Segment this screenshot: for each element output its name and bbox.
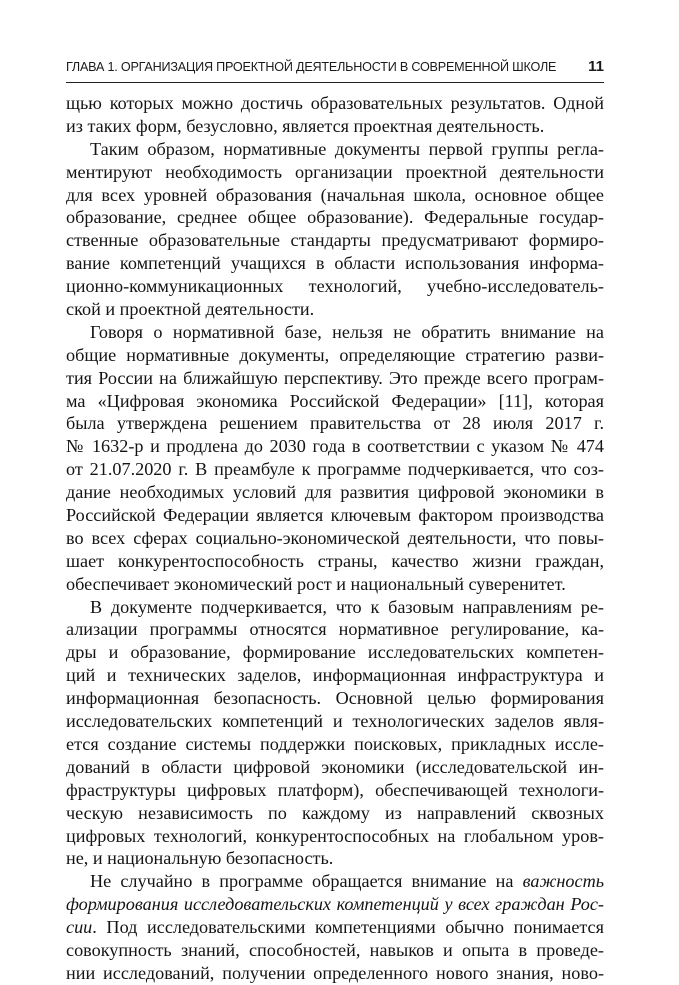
text-run: Не случайно в программе обращается внимание на (90, 871, 523, 892)
text-line: ма «Цифровая экономика Российской Федерации» [11], которая (66, 390, 604, 411)
chapter-title: ГЛАВА 1. ОРГАНИЗАЦИЯ ПРОЕКТНОЙ ДЕЯТЕЛЬНОСТИ В СОВРЕМЕННОЙ ШКОЛЕ (66, 60, 557, 74)
text-line: совокупность знаний, способностей, навыков и опыта в проведе- (66, 939, 604, 960)
text-line: образование, среднее общее образование). Федеральные государ- (66, 207, 604, 228)
text-line: исследовательских компетенций и технологических заделов явля- (66, 711, 604, 732)
text-line: нии исследований, получении определенного нового знания, ново- (66, 962, 604, 983)
header-rule (66, 82, 604, 83)
text-line: ализации программы относятся нормативное регулирование, ка- (66, 619, 604, 640)
page-number: 11 (588, 58, 604, 75)
text-line: В документе подчеркивается, что к базовым направлениям ре- (90, 596, 604, 617)
text-line: общие нормативные документы, определяющие стратегию разви- (66, 344, 604, 365)
text-line: во всех сферах социально-экономической деятельности, что повы- (66, 527, 604, 548)
body-text (66, 92, 604, 985)
text-line: обеспечивает экономический рост и национальный суверенитет. (66, 573, 566, 594)
text-line: ется создание системы поддержки поисковых, прикладных иссле- (66, 733, 604, 754)
text-line: Говоря о нормативной базе, нельзя не обратить внимание на (90, 321, 604, 342)
text-line: для всех уровней образования (начальная школа, основное общее (66, 184, 604, 205)
text-line: из таких форм, безусловно, является проектная деятельность. (66, 115, 545, 136)
text-line: Российской Федерации является ключевым фактором производства (66, 505, 604, 526)
text-line: шает конкурентоспособность страны, качество жизни граждан, (66, 550, 604, 571)
text-line: щью которых можно достичь образовательных результатов. Одной (66, 93, 604, 113)
emphasis-text: формирования исследовательских компетенций у всех граждан Рос- (66, 894, 604, 915)
text-line: ской и проектной деятельности. (66, 299, 315, 320)
emphasis-text: важность (522, 871, 604, 892)
text-line: была утверждена решением правительства от 28 июля 2017 г. (66, 413, 604, 434)
text-line: вание компетенций учащихся в области использования информа- (66, 253, 604, 274)
text-line: ческую независимость по каждому из направлений сквозных (66, 802, 604, 823)
text-line: ционно-коммуникационных технологий, учебно-исследователь- (66, 276, 604, 297)
text-line: дры и образование, формирование исследовательских компетен- (66, 642, 604, 663)
text-line (66, 870, 604, 893)
text-line: дований в области цифровой экономики (исследовательской ин- (66, 756, 604, 777)
text-line: ментируют необходимость организации проектной деятельности (66, 161, 604, 182)
text-line: не, и национальную безопасность. (66, 848, 334, 869)
text-line: от 21.07.2020 г. В преамбуле к программе подчеркивается, что соз- (66, 459, 604, 480)
text-line: ций и технических заделов, информационная инфраструктура и (66, 665, 604, 686)
text-line: цифровых технологий, конкурентоспособных на глобальном уров- (66, 825, 604, 846)
running-header (66, 58, 614, 78)
text-line: информационная безопасность. Основной целью формирования (66, 688, 604, 709)
text-line: Таким образом, нормативные документы первой группы регла- (90, 138, 604, 159)
text-line (66, 893, 604, 916)
text-line: ственные образовательные стандарты предусматривают формиро- (66, 230, 604, 251)
text-line (66, 916, 604, 939)
text-line: тия России на ближайшую перспективу. Это прежде всего програм- (66, 367, 604, 388)
text-line: дание необходимых условий для развития цифровой экономики в (66, 482, 604, 503)
text-run: . Под исследовательскими компетенциями обычно понимается (92, 917, 604, 938)
emphasis-text: сии (66, 917, 93, 938)
text-line: № 1632-р и продлена до 2030 года в соответствии с указом № 474 (66, 436, 604, 457)
text-line: фраструктуры цифровых платформ), обеспечивающей технологи- (66, 779, 604, 800)
